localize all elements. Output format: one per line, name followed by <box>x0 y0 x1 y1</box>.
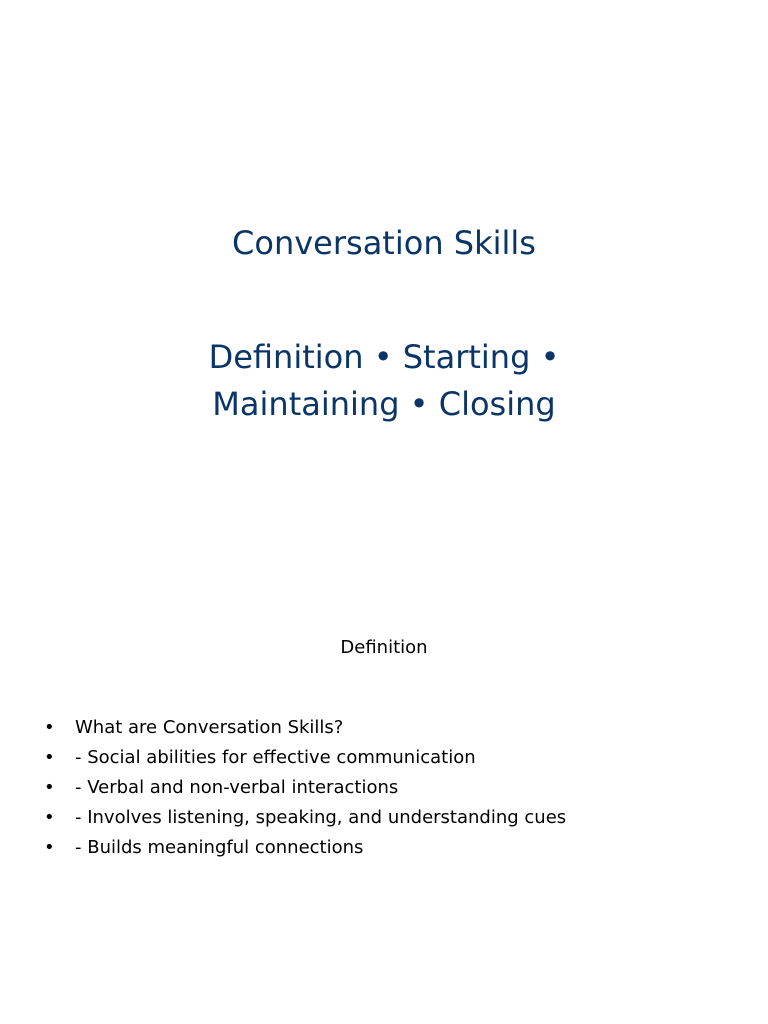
content-slide <box>0 576 768 1024</box>
slide-subtitle <box>0 334 768 428</box>
bullet-text: - Verbal and non-verbal interactions <box>75 777 399 798</box>
bullet-icon: • <box>44 807 55 828</box>
bullet-list <box>44 715 744 865</box>
bullet-text: What are Conversation Skills? <box>75 717 344 738</box>
bullet-item <box>44 745 744 775</box>
content-heading: Definition <box>340 637 428 658</box>
bullet-icon: • <box>44 837 55 858</box>
bullet-icon: • <box>44 747 55 768</box>
bullet-item <box>44 805 744 835</box>
subtitle-line: Maintaining • Closing <box>212 385 556 423</box>
bullet-item <box>44 835 744 865</box>
bullet-item <box>44 715 744 745</box>
bullet-text: - Builds meaningful connections <box>75 837 364 858</box>
bullet-item <box>44 775 744 805</box>
bullet-text: - Involves listening, speaking, and understanding cues <box>75 807 567 828</box>
bullet-icon: • <box>44 777 55 798</box>
bullet-text: - Social abilities for effective communication <box>75 747 476 768</box>
bullet-icon: • <box>44 717 55 738</box>
subtitle-line: Definition • Starting • <box>208 338 560 376</box>
slide-title: Conversation Skills <box>232 224 536 262</box>
